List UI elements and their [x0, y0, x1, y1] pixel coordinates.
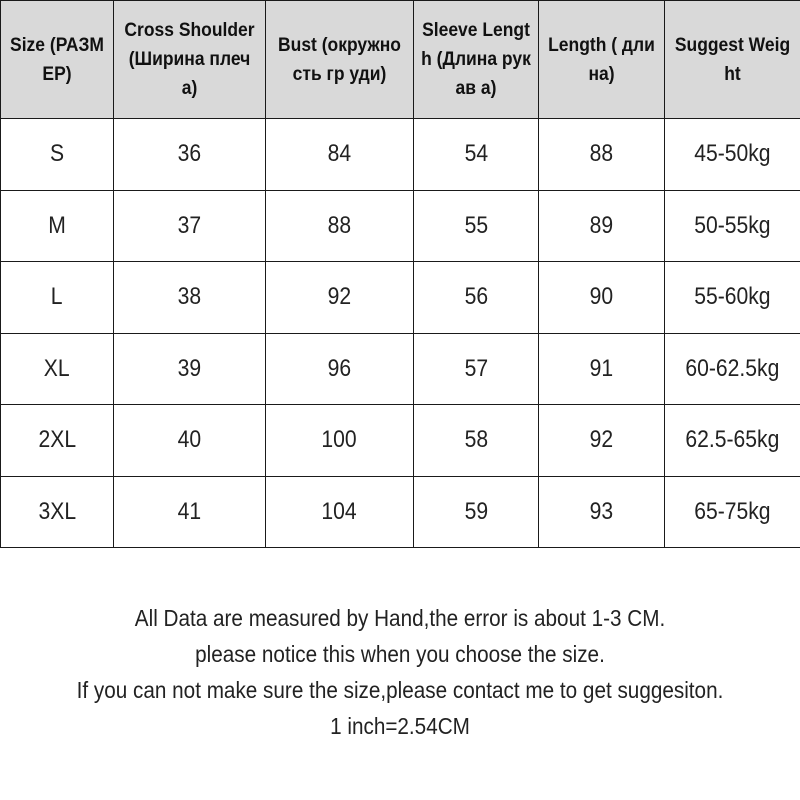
cell-bust: 88 [266, 190, 414, 262]
cell-size: XL [1, 333, 114, 405]
note-choose-size: please notice this when you choose the size. [195, 641, 605, 667]
cell-suggest-weight: 62.5-65kg [665, 405, 800, 477]
cell-cross-shoulder: 38 [114, 262, 266, 334]
header-cross-shoulder: Cross Shoulder (Ширина плеча) [114, 1, 266, 119]
cell-sleeve-length: 56 [414, 262, 539, 334]
header-suggest-weight: Suggest Weight [665, 1, 800, 119]
cell-cross-shoulder: 41 [114, 476, 266, 548]
header-bust: Bust (окружность гр уди) [266, 1, 414, 119]
cell-suggest-weight: 60-62.5kg [665, 333, 800, 405]
cell-sleeve-length: 58 [414, 405, 539, 477]
note-inch-conversion: 1 inch=2.54CM [330, 713, 470, 739]
cell-size: 3XL [1, 476, 114, 548]
size-chart-body [1, 119, 800, 548]
table-row [1, 333, 800, 405]
cell-cross-shoulder: 36 [114, 119, 266, 191]
table-row [1, 476, 800, 548]
note-contact-seller: If you can not make sure the size,please contact me to get suggesiton. [76, 677, 724, 703]
cell-bust: 84 [266, 119, 414, 191]
cell-cross-shoulder: 40 [114, 405, 266, 477]
cell-cross-shoulder: 39 [114, 333, 266, 405]
cell-suggest-weight: 65-75kg [665, 476, 800, 548]
cell-sleeve-length: 54 [414, 119, 539, 191]
cell-sleeve-length: 55 [414, 190, 539, 262]
cell-cross-shoulder: 37 [114, 190, 266, 262]
header-size: Size (РАЗМЕР) [1, 1, 114, 119]
cell-bust: 104 [266, 476, 414, 548]
cell-size: 2XL [1, 405, 114, 477]
cell-suggest-weight: 55-60kg [665, 262, 800, 334]
header-length: Length ( длина) [539, 1, 665, 119]
header-sleeve-length: Sleeve Length (Длина рукав а) [414, 1, 539, 119]
cell-bust: 100 [266, 405, 414, 477]
cell-bust: 96 [266, 333, 414, 405]
cell-sleeve-length: 57 [414, 333, 539, 405]
measurement-notes [0, 600, 800, 744]
cell-length: 88 [539, 119, 665, 191]
cell-length: 92 [539, 405, 665, 477]
cell-length: 90 [539, 262, 665, 334]
cell-size: L [1, 262, 114, 334]
cell-length: 89 [539, 190, 665, 262]
cell-length: 91 [539, 333, 665, 405]
cell-bust: 92 [266, 262, 414, 334]
size-chart-header [1, 1, 800, 119]
cell-length: 93 [539, 476, 665, 548]
table-row [1, 405, 800, 477]
cell-size: S [1, 119, 114, 191]
table-row [1, 119, 800, 191]
table-row [1, 262, 800, 334]
cell-sleeve-length: 59 [414, 476, 539, 548]
cell-suggest-weight: 50-55kg [665, 190, 800, 262]
table-row [1, 190, 800, 262]
cell-suggest-weight: 45-50kg [665, 119, 800, 191]
note-measured-by-hand: All Data are measured by Hand,the error is about 1-3 CM. [134, 605, 666, 631]
header-row [1, 1, 800, 119]
cell-size: M [1, 190, 114, 262]
